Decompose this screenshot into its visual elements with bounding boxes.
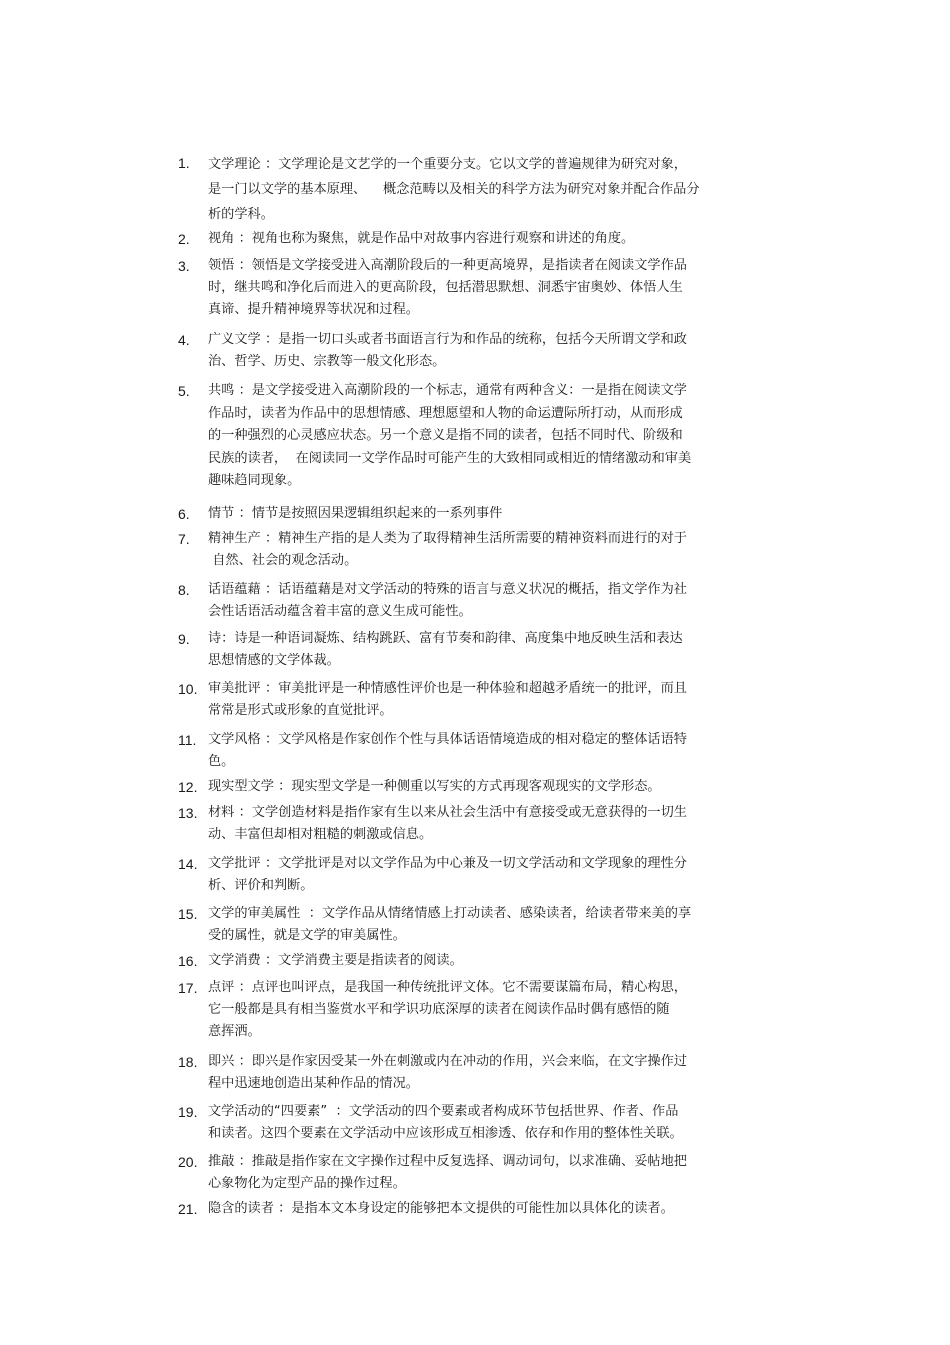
item-text: 材料 ：文学创造材料是指作家有生以来从社会生活中有意接受或无意获得的一切生 动、丰富但却相对粗糙的刺激或信息。 [208, 805, 687, 842]
item-text: 共鸣 ：是文学接受进入高潮阶段的一个标志，通常有两种含义：一是指在阅读文学 作品时，读者为作品中的思想情感、理想愿望和人物的命运遭际所打动，从而形成 的一种强烈的心灵感应状态。另一个意义是指不同的读者，包括不同时代、阶级和 民族的读者， 在阅读同一文学作品时可能产生的大致相同或相近的情绪激动和审美 趣味趋同现象。 [208, 383, 692, 488]
item-number: 15. [178, 906, 198, 922]
item-number: 5. [178, 383, 190, 399]
item-text: 即兴 ：即兴是作家因受某一外在刺激或内在冲动的作用，兴会来临，在文字操作过 程中迅速地创造出某种作品的情况。 [208, 1054, 687, 1091]
item-text: 精神生产 ：精神生产指的是人类为了取得精神生活所需要的精神资料而进行的对于 自然、社会的观念活动。 [208, 531, 687, 568]
item-number: 2. [178, 231, 190, 247]
item-text: 文学消费 ：文学消费主要是指读者的阅读。 [208, 953, 463, 968]
item-number: 20. [178, 1154, 198, 1170]
item-number: 6. [178, 506, 190, 522]
item-number: 9. [178, 631, 190, 647]
item-text: 推敲 ：推敲是指作家在文字操作过程中反复选择、调动词句，以求准确、妥帖地把 心象物化为定型产品的操作过程。 [208, 1154, 687, 1191]
item-number: 10. [178, 681, 198, 697]
item-number: 16. [178, 953, 198, 969]
item-number: 19. [178, 1104, 198, 1120]
item-text: 现实型文学 ：现实型文学是一种侧重以写实的方式再现客观现实的文学形态。 [208, 779, 661, 794]
item-number: 17. [178, 980, 198, 996]
item-number: 14. [178, 856, 198, 872]
item-text: 视角 ：视角也称为聚焦，就是作品中对故事内容进行观察和讲述的角度。 [208, 231, 635, 246]
item-text: 审美批评 ：审美批评是一种情感性评价也是一种体验和超越矛盾统一的批评，而且 常常是形式或形象的直觉批评。 [208, 681, 687, 718]
item-number: 3. [178, 258, 190, 274]
item-text: 文学活动的“四要素” ：文学活动的四个要素或者构成环节包括世界、作者、作品 和读者。这四个要素在文学活动中应该形成互相渗透、依存和作用的整体性关联。 [208, 1104, 683, 1141]
item-number: 4. [178, 332, 190, 348]
item-number: 13. [178, 805, 198, 821]
item-text: 文学风格 ：文学风格是作家创作个性与具体话语情境造成的相对稳定的整体话语特 色。 [208, 732, 687, 769]
item-text: 情节 ：情节是按照因果逻辑组织起来的一系列事件 [208, 506, 503, 521]
item-number: 18. [178, 1054, 198, 1070]
item-text: 话语蕴藉 ：话语蕴藉是对文学活动的特殊的语言与意义状况的概括，指文学作为社 会性话语活动蕴含着丰富的意义生成可能性。 [208, 582, 687, 619]
item-text: 诗：诗是一种语词凝炼、结构跳跃、富有节奏和韵律、高度集中地反映生活和表达 思想情感的文学体裁。 [208, 631, 683, 668]
item-text: 广义文学 ：是指一切口头或者书面语言行为和作品的统称，包括今天所谓文学和政 治、哲学、历史、宗教等一般文化形态。 [208, 332, 687, 369]
item-number: 8. [178, 582, 190, 598]
item-number: 1. [178, 155, 190, 171]
item-number: 11. [178, 732, 197, 748]
item-number: 21. [178, 1201, 198, 1217]
item-text: 文学批评 ：文学批评是对以文学作品为中心兼及一切文学活动和文学现象的理性分 析、评价和判断。 [208, 856, 687, 893]
item-number: 12. [178, 779, 198, 795]
item-text: 隐含的读者 ：是指本文本身设定的能够把本文提供的可能性加以具体化的读者。 [208, 1201, 674, 1216]
item-text: 文学理论 ：文学理论是文艺学的一个重要分支。它以文学的普遍规律为研究对象， 是一门以文学的基本原理、 概念范畴以及相关的科学方法为研究对象并配合作品分 析的学科。 [208, 157, 700, 222]
item-text: 点评 ：点评也叫评点，是我国一种传统批评文体。它不需要谋篇布局，精心构思， 它一般都是具有相当鉴赏水平和学识功底深厚的读者在阅读作品时偶有感悟的随 意挥洒。 [208, 980, 687, 1039]
item-text: 领悟 ：领悟是文学接受进入高潮阶段后的一种更高境界，是指读者在阅读文学作品 时，继共鸣和净化后而进入的更高阶段，包括潜思默想、洞悉宇宙奥妙、体悟人生 真谛、提升精神境界等状况和过程。 [208, 258, 687, 317]
item-number: 7. [178, 531, 190, 547]
item-text: 文学的审美属性 ：文学作品从情绪情感上打动读者、感染读者，给读者带来美的享 受的属性，就是文学的审美属性。 [208, 906, 692, 943]
